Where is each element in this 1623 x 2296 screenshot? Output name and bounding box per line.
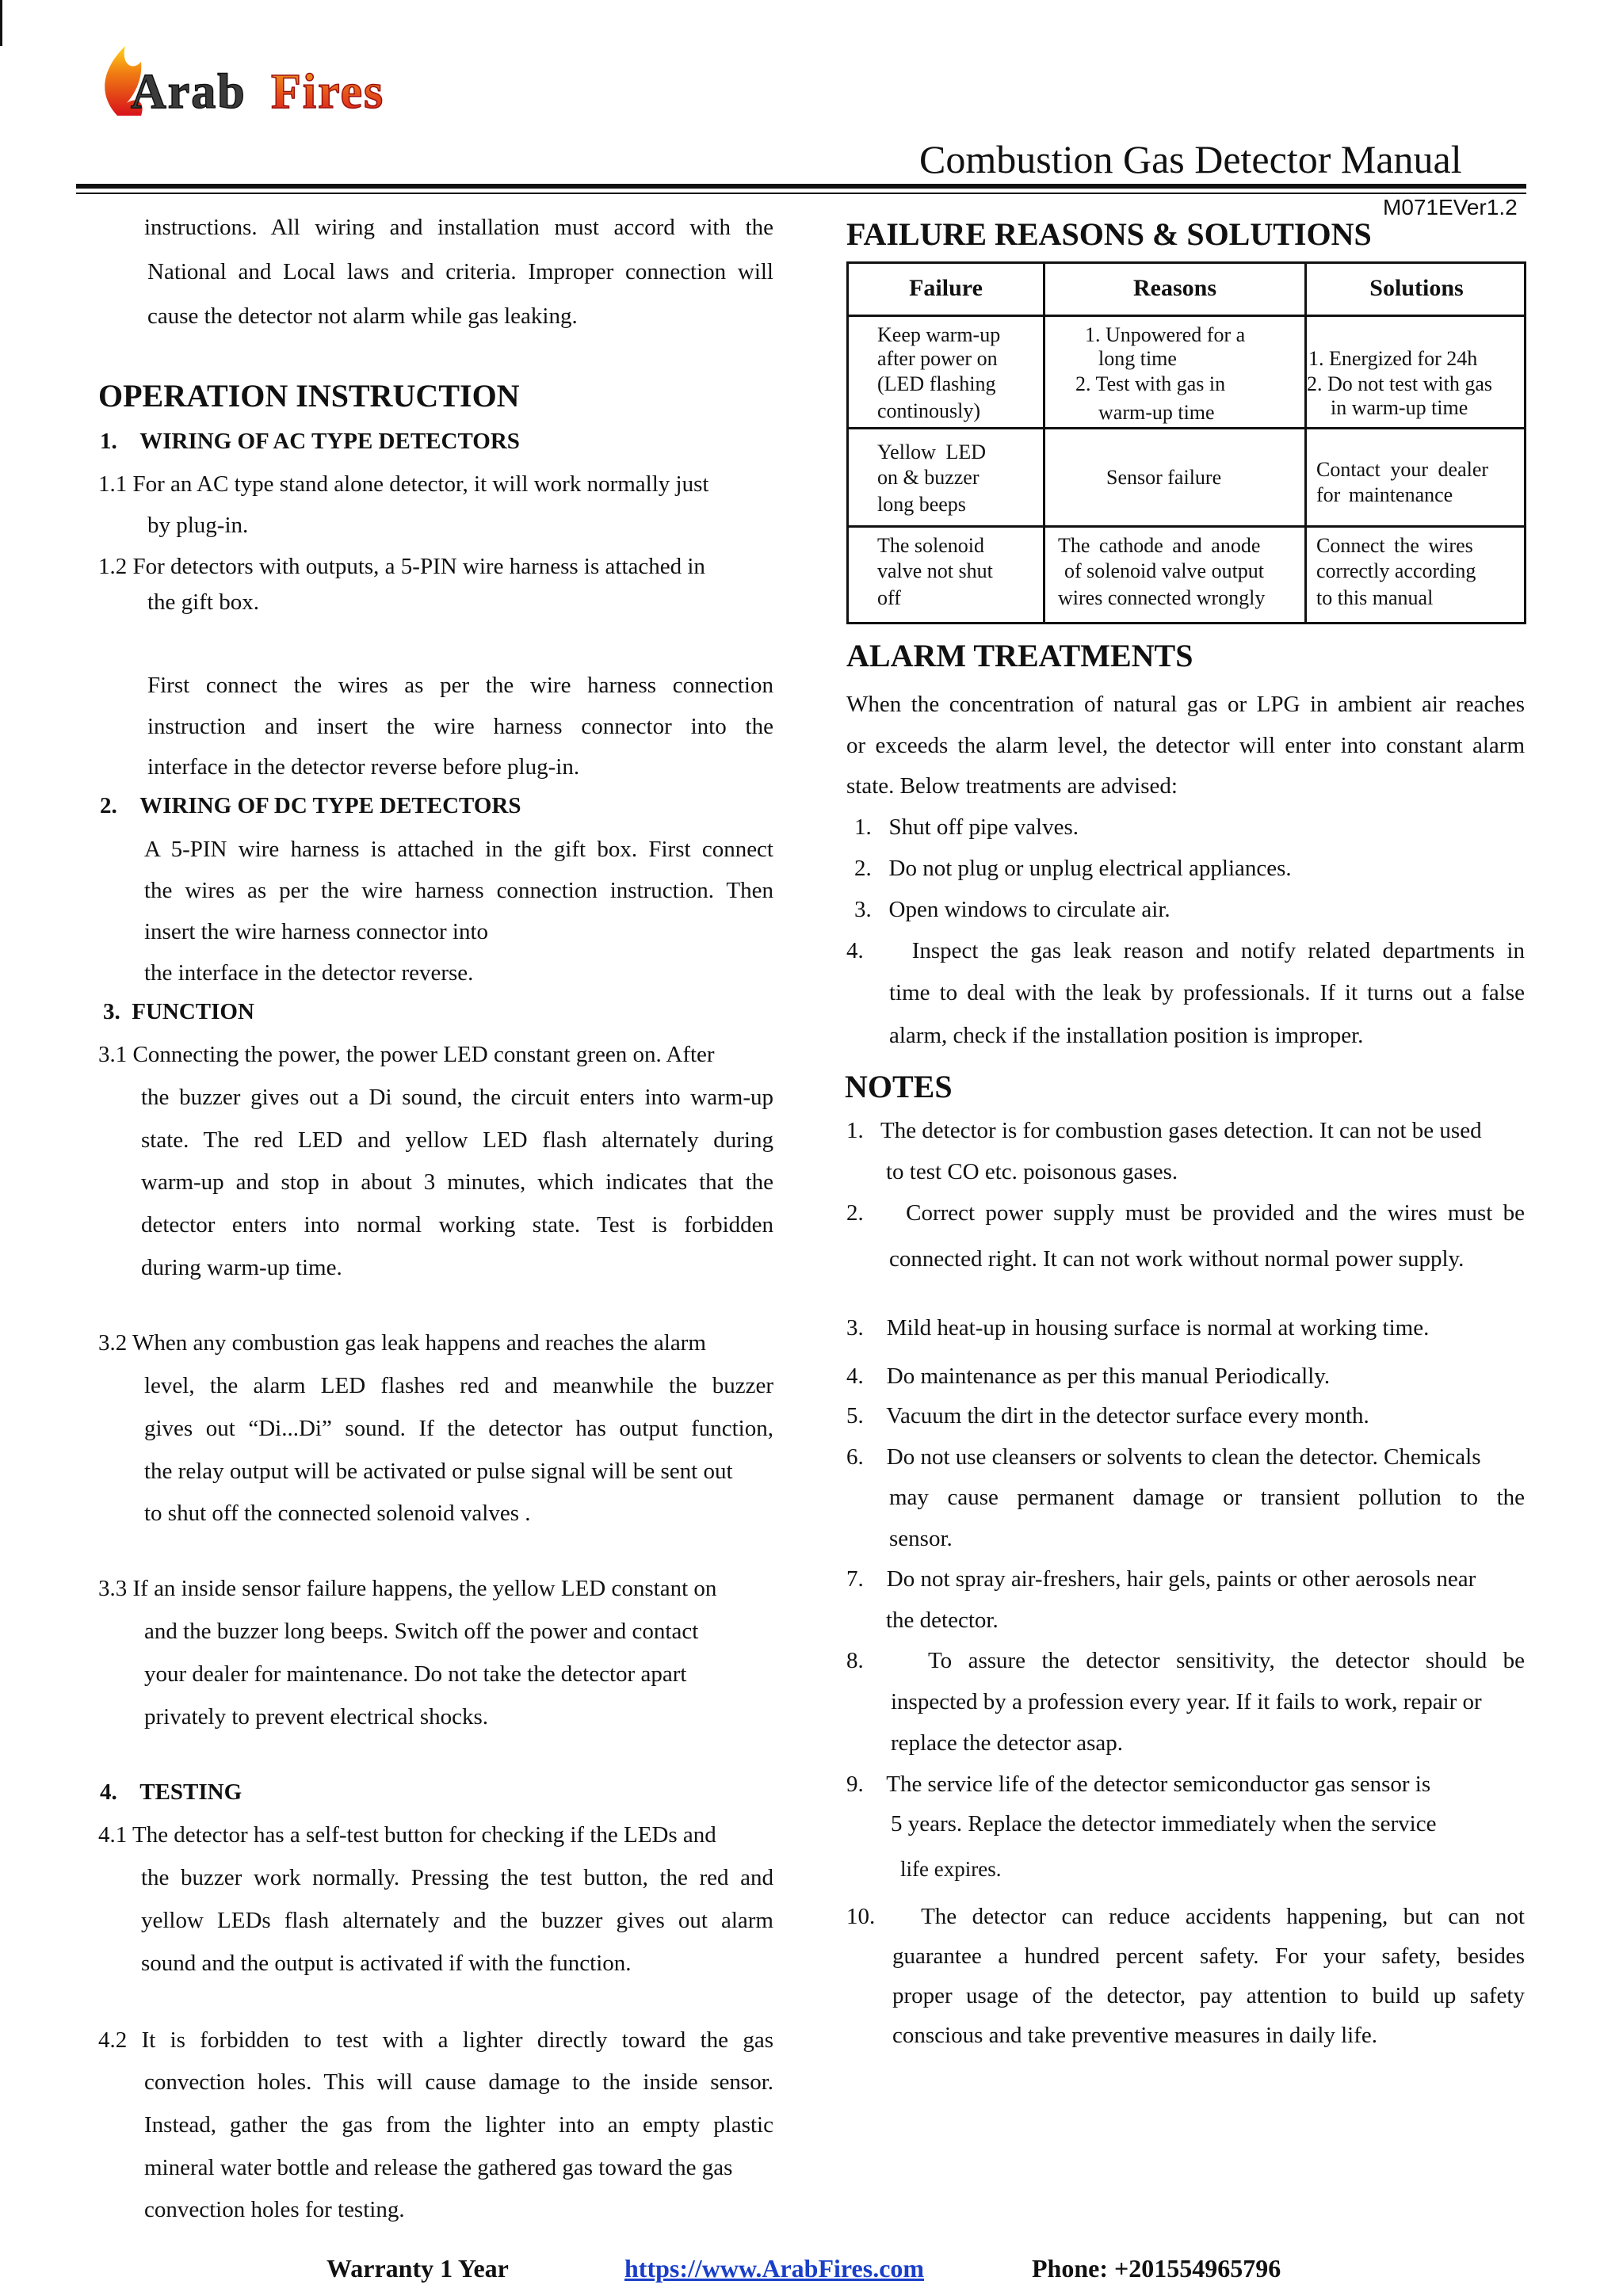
section-3-1-line: during warm-up time. <box>141 1255 342 1280</box>
section-3-2-line: 3.2 When any combustion gas leak happens and reaches the alarm <box>98 1330 706 1356</box>
table-cell: correctly according <box>1316 559 1476 582</box>
alarm-item: 1. Shut off pipe valves. <box>854 814 1079 840</box>
table-cell: for maintenance <box>1316 483 1453 506</box>
table-cell: wires connected wrongly <box>1058 586 1266 609</box>
page-corner-mark <box>0 0 2 46</box>
note-line: 5. Vacuum the dirt in the detector surface every month. <box>846 1403 1369 1428</box>
section-3-3-line: privately to prevent electrical shocks. <box>144 1704 489 1730</box>
note-line: guarantee a hundred percent safety. For your safety, besides <box>892 1943 1525 1969</box>
note-line: connected right. It can not work without normal power supply. <box>889 1246 1465 1272</box>
alarm-item-4-line: alarm, check if the installation position is improper. <box>889 1023 1364 1048</box>
alarm-intro-line: When the concentration of natural gas or LPG in ambient air reaches <box>846 692 1525 717</box>
alarm-item-4-line: 4. Inspect the gas leak reason and notify related departments in <box>846 938 1525 963</box>
section-3-1-line: the buzzer gives out a Di sound, the circuit enters into warm-up <box>141 1085 773 1110</box>
section-4-2-line: convection holes for testing. <box>144 2197 405 2222</box>
section-4-2-line: convection holes. This will cause damage to the inside sensor. <box>144 2069 773 2095</box>
document-code: M071EVer1.2 <box>1383 195 1518 219</box>
section-4-1-line: 4.1 The detector has a self-test button for checking if the LEDs and <box>98 1822 716 1848</box>
table-cell: continously) <box>877 399 980 422</box>
section-4-heading: 4. TESTING <box>100 1779 242 1805</box>
table-cell: warm-up time <box>1098 401 1215 424</box>
section-1-1-line: by plug-in. <box>147 513 249 538</box>
section-1-2-line: the gift box. <box>147 589 259 615</box>
table-divider <box>849 427 1524 429</box>
table-cell: The cathode and anode <box>1058 534 1261 557</box>
note-line: 5 years. Replace the detector immediately when the service <box>891 1811 1437 1836</box>
section-4-1-line: sound and the output is activated if with the function. <box>141 1951 632 1976</box>
note-line: 3. Mild heat-up in housing surface is normal at working time. <box>846 1315 1430 1341</box>
table-cell: 1. Unpowered for a <box>1085 323 1246 346</box>
section-1-2-line: 1.2 For detectors with outputs, a 5-PIN wire harness is attached in <box>98 554 705 579</box>
section-3-2-line: gives out “Di...Di” sound. If the detector has output function, <box>144 1416 773 1441</box>
section-1-3-line: First connect the wires as per the wire harness connection <box>147 673 773 698</box>
section-1-heading: 1. WIRING OF AC TYPE DETECTORS <box>100 429 520 454</box>
table-cell: in warm-up time <box>1331 396 1468 419</box>
table-cell: to this manual <box>1316 586 1434 609</box>
note-line: 8. To assure the detector sensitivity, the detector should be <box>846 1648 1525 1673</box>
table-cell: 2. Do not test with gas <box>1307 372 1492 395</box>
note-line: 4. Do maintenance as per this manual Periodically. <box>846 1363 1331 1389</box>
alarm-heading: ALARM TREATMENTS <box>846 638 1193 673</box>
section-4-2-line: Instead, gather the gas from the lighter into an empty plastic <box>144 2112 773 2138</box>
section-3-1-line: 3.1 Connecting the power, the power LED constant green on. After <box>98 1042 715 1067</box>
arabfires-logo <box>95 30 475 125</box>
note-line: proper usage of the detector, pay attention to build up safety <box>892 1983 1525 2008</box>
section-3-3-line: 3.3 If an inside sensor failure happens, the yellow LED constant on <box>98 1576 717 1601</box>
svg-text:Fires: Fires <box>271 65 385 119</box>
table-cell: valve not shut <box>877 559 993 582</box>
section-3-2-line: to shut off the connected solenoid valves . <box>144 1501 531 1526</box>
table-cell: on & buzzer <box>877 466 980 489</box>
note-line: inspected by a profession every year. If it fails to work, repair or <box>891 1689 1482 1714</box>
alarm-item-4-line: time to deal with the leak by professionals. If it turns out a false <box>889 980 1525 1005</box>
section-2-line: insert the wire harness connector into <box>144 919 489 944</box>
note-line: conscious and take preventive measures in daily life. <box>892 2023 1378 2048</box>
table-cell: off <box>877 586 901 609</box>
header-rule <box>76 184 1526 189</box>
section-3-1-line: detector enters into normal working state. Test is forbidden <box>141 1212 773 1238</box>
section-3-1-line: state. The red LED and yellow LED flash alternately during <box>141 1127 773 1153</box>
intro-line: cause the detector not alarm while gas leaking. <box>147 303 578 329</box>
note-line: 7. Do not spray air-freshers, hair gels, paints or other aerosols near <box>846 1566 1476 1592</box>
table-header-solutions: Solutions <box>1369 275 1464 301</box>
note-line: 2. Correct power supply must be provided and the wires must be <box>846 1200 1525 1226</box>
failure-table <box>846 261 1526 624</box>
alarm-intro-line: or exceeds the alarm level, the detector will enter into constant alarm <box>846 733 1525 758</box>
section-2-line: the interface in the detector reverse. <box>144 960 474 986</box>
table-divider <box>1304 264 1307 622</box>
section-3-3-line: your dealer for maintenance. Do not take the detector apart <box>144 1661 687 1687</box>
alarm-intro-line: state. Below treatments are advised: <box>846 773 1178 799</box>
table-cell: (LED flashing <box>877 372 996 395</box>
table-divider <box>849 525 1524 528</box>
table-cell: 2. Test with gas in <box>1075 372 1226 395</box>
section-1-3-line: instruction and insert the wire harness connector into the <box>147 714 773 739</box>
section-3-1-line: warm-up and stop in about 3 minutes, which indicates that the <box>141 1169 773 1195</box>
note-line: life expires. <box>900 1857 1002 1881</box>
table-divider <box>1043 264 1045 622</box>
intro-line: National and Local laws and criteria. Improper connection will <box>147 259 773 284</box>
table-cell: Connect the wires <box>1316 534 1473 557</box>
header-rule-thin <box>76 193 1526 194</box>
alarm-item: 3. Open windows to circulate air. <box>854 897 1170 922</box>
table-cell: Keep warm-up <box>877 323 1001 346</box>
section-3-2-line: the relay output will be activated or pulse signal will be sent out <box>144 1459 733 1484</box>
table-cell: long beeps <box>877 493 966 516</box>
footer-warranty: Warranty 1 Year <box>327 2254 509 2283</box>
section-4-2-line: mineral water bottle and release the gathered gas toward the gas <box>144 2155 733 2180</box>
section-3-heading: 3. FUNCTION <box>103 999 254 1024</box>
note-line: to test CO etc. poisonous gases. <box>886 1159 1178 1184</box>
section-2-line: the wires as per the wire harness connection instruction. Then <box>144 878 773 903</box>
table-cell: after power on <box>877 347 998 370</box>
table-header-failure: Failure <box>909 275 983 301</box>
note-line: 6. Do not use cleansers or solvents to clean the detector. Chemicals <box>846 1444 1481 1470</box>
table-cell: The solenoid <box>877 534 985 557</box>
svg-text:Arab: Arab <box>131 65 246 119</box>
footer-phone: Phone: +201554965796 <box>1032 2254 1281 2283</box>
section-2-line: A 5-PIN wire harness is attached in the gift box. First connect <box>144 837 773 862</box>
section-3-2-line: level, the alarm LED flashes red and meanwhile the buzzer <box>144 1373 773 1398</box>
section-1-1-line: 1.1 For an AC type stand alone detector, it will work normally just <box>98 471 709 497</box>
note-line: 1. The detector is for combustion gases detection. It can not be used <box>846 1118 1482 1143</box>
section-1-3-line: interface in the detector reverse before plug-in. <box>147 754 580 780</box>
failure-heading: FAILURE REASONS & SOLUTIONS <box>846 216 1372 252</box>
alarm-item: 2. Do not plug or unplug electrical appliances. <box>854 856 1292 881</box>
operation-heading: OPERATION INSTRUCTION <box>98 378 520 414</box>
note-line: 10. The detector can reduce accidents happening, but can not <box>846 1904 1525 1929</box>
note-line: 9. The service life of the detector semiconductor gas sensor is <box>846 1772 1431 1797</box>
table-cell: of solenoid valve output <box>1064 559 1265 582</box>
note-line: sensor. <box>889 1526 953 1551</box>
section-4-1-line: the buzzer work normally. Pressing the test button, the red and <box>141 1865 773 1890</box>
section-3-3-line: and the buzzer long beeps. Switch off the power and contact <box>144 1619 699 1644</box>
section-2-heading: 2. WIRING OF DC TYPE DETECTORS <box>100 793 521 818</box>
table-divider <box>849 315 1524 317</box>
intro-line: instructions. All wiring and installation must accord with the <box>144 215 773 240</box>
section-4-1-line: yellow LEDs flash alternately and the buzzer gives out alarm <box>141 1908 773 1933</box>
note-line: replace the detector asap. <box>891 1730 1124 1756</box>
manual-title: Combustion Gas Detector Manual <box>919 137 1462 181</box>
notes-heading: NOTES <box>845 1069 953 1104</box>
table-cell: Sensor failure <box>1106 466 1222 489</box>
table-cell: Yellow LED <box>877 441 986 463</box>
table-cell: 1. Energized for 24h <box>1308 347 1478 370</box>
table-cell: long time <box>1098 347 1177 370</box>
note-line: the detector. <box>886 1608 999 1633</box>
section-4-2-line: 4.2 It is forbidden to test with a lighter directly toward the gas <box>98 2027 773 2053</box>
note-line: may cause permanent damage or transient pollution to the <box>889 1485 1525 1510</box>
footer-website-link[interactable]: https://www.ArabFires.com <box>624 2254 925 2283</box>
table-cell: Contact your dealer <box>1316 458 1489 481</box>
table-header-reasons: Reasons <box>1132 275 1216 301</box>
